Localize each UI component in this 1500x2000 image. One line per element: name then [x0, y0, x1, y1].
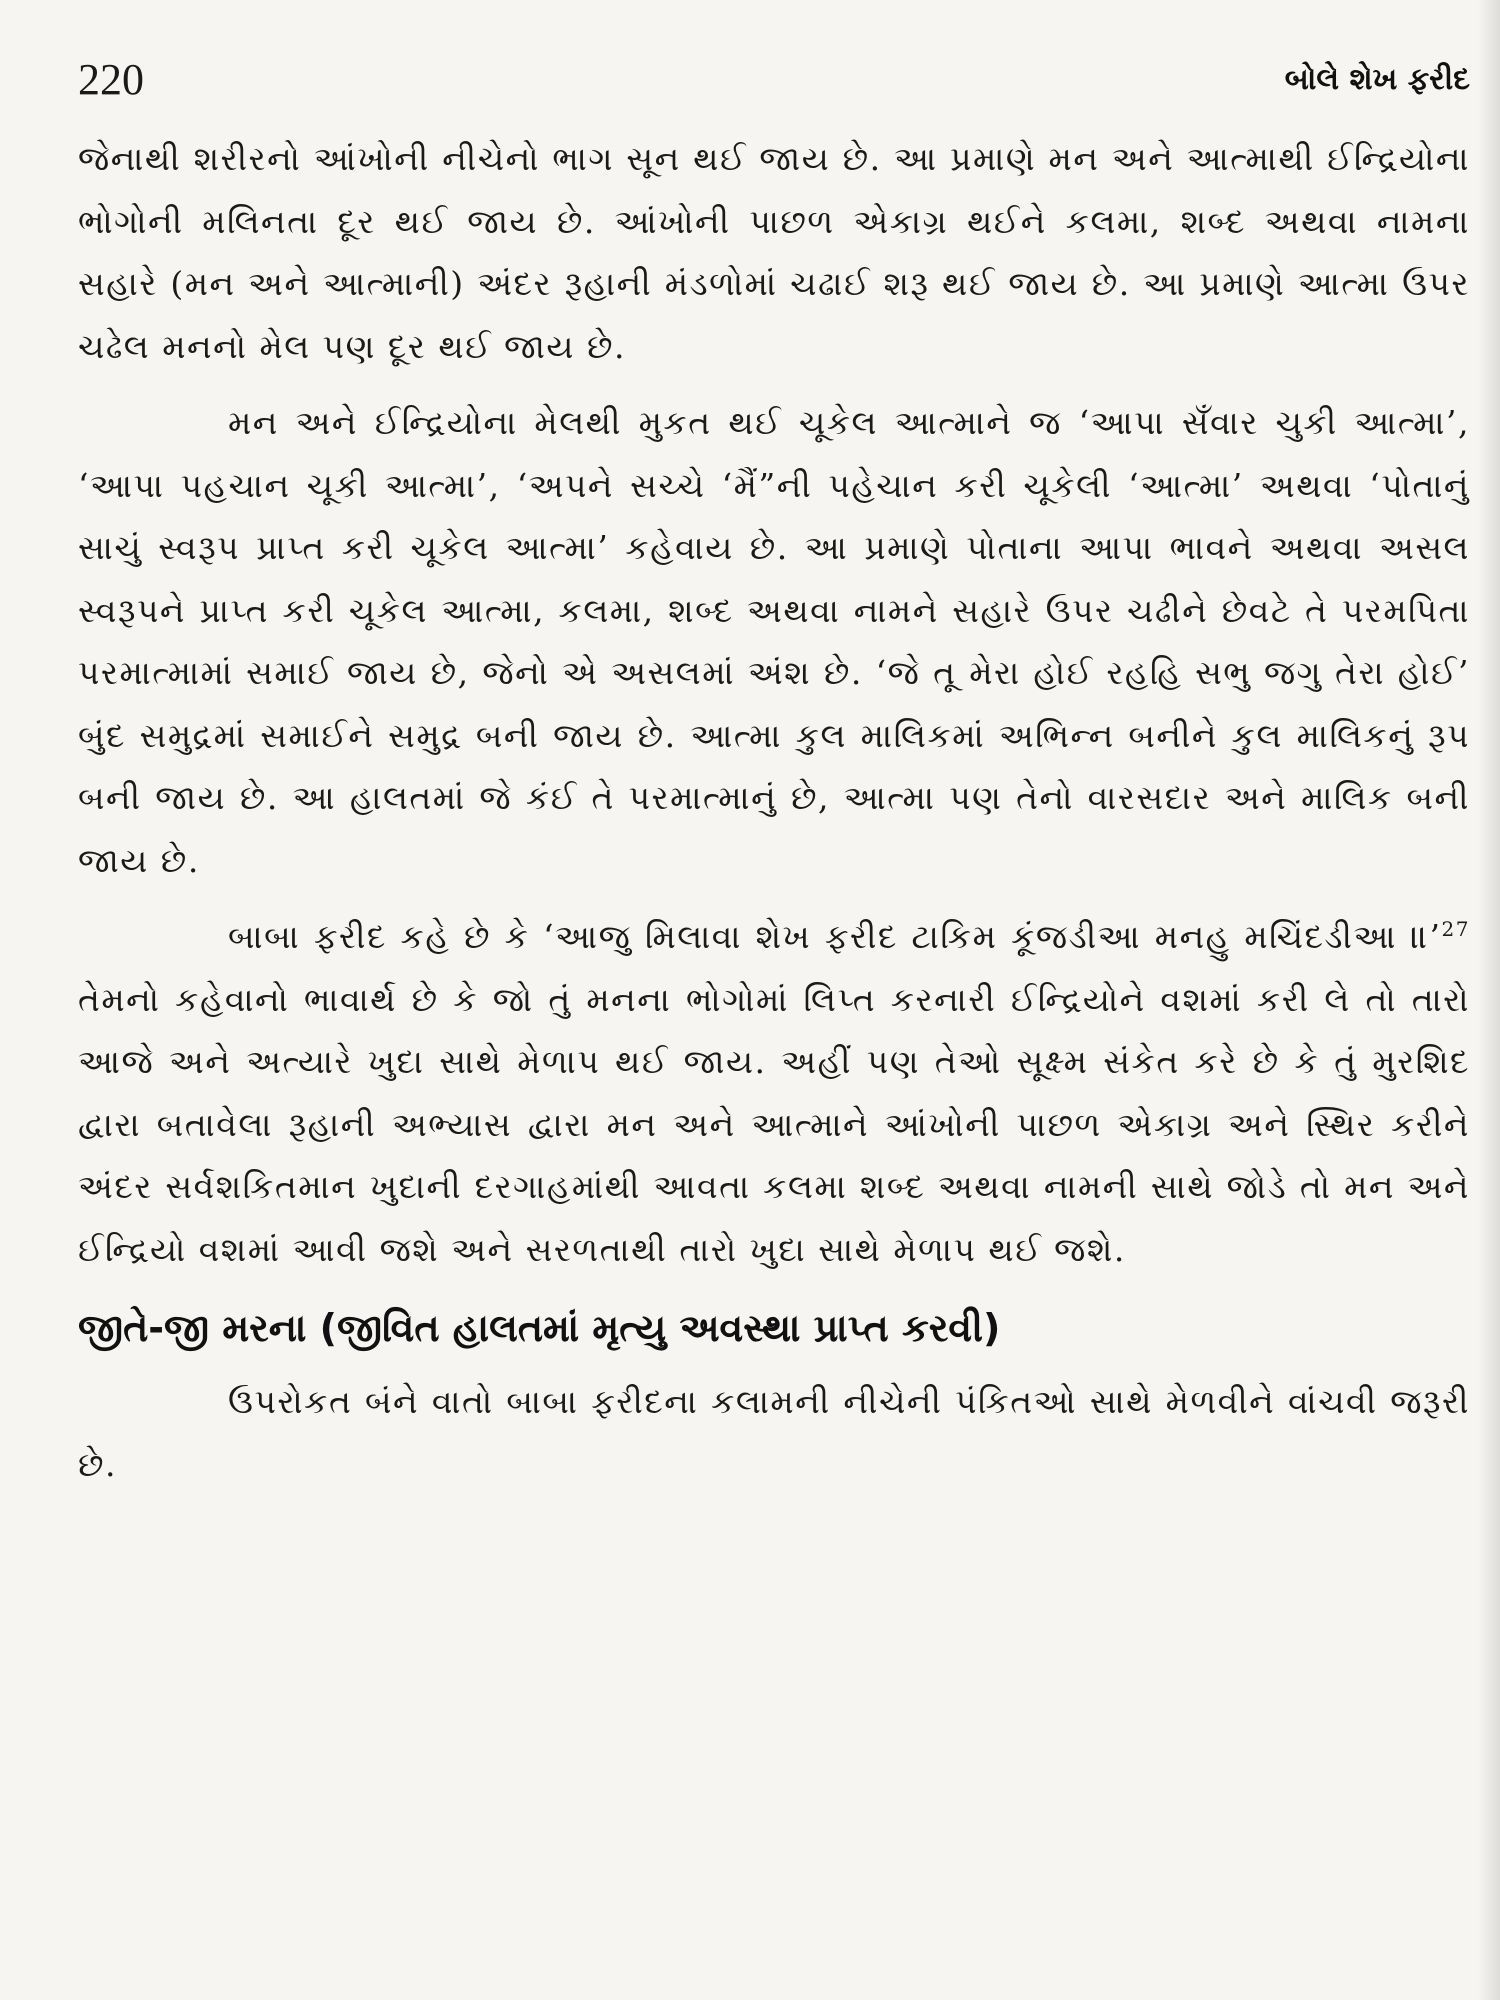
paragraph-3-quote: બાબા ફરીદ કહે છે કે ‘આજુ મિલાવા શેખ ફરીદ ટાકિમ કૂંજડીઆ મનહુ મચિંદડીઆ ॥’: [228, 917, 1442, 956]
paragraph-2: મન અને ઈન્દ્રિયોના મેલથી મુકત થઈ ચૂકેલ આત્માને જ ‘આપા સઁવાર ચુકી આત્મા’, ‘આપા પહચાન ચૂકી આત્મા’, ‘અપને સચ્ચે ‘મૈં”ની પહેચાન કરી ચૂકેલી ‘આત્મા’ અથવા ‘પોતાનું સાચું સ્વરૂપ પ્રાપ્ત કરી ચૂકેલ આત્મા’ કહેવાય છે. આ પ્રમાણે પોતાના આપા ભાવને અથવા અસલ સ્વરૂપને પ્રાપ્ત કરી ચૂકેલ આત્મા, કલમા, શબ્દ અથવા નામને સહારે ઉપર ચઢીને છેવટે તે પરમપિતા પરમાત્મામાં સમાઈ જાય છે, જેનો એ અસલમાં અંશ છે. ‘જે તૂ મેરા હોઈ રહહિ સભુ જગુ તેરા હોઈ’ બુંદ સમુદ્રમાં સમાઈને સમુદ્ર બની જાય છે. આત્મા કુલ માલિકમાં અભિન્ન બનીને કુલ માલિકનું રૂપ બની જાય છે. આ હાલતમાં જે કંઈ તે પરમાત્માનું છે, આત્મા પણ તેનો વારસદાર અને માલિક બની જાય છે.: [78, 403, 1470, 880]
section-paragraph: ઉપરોકત બંને વાતો બાબા ફરીદના કલામની નીચેની પંકિતઓ સાથે મેળવીને વાંચવી જરૂરી છે.: [78, 1382, 1470, 1484]
paragraph-3-body: તેમનો કહેવાનો ભાવાર્થ છે કે જો તું મનના ભોગોમાં લિપ્ત કરનારી ઈન્દ્રિયોને વશમાં કરી લે તો તારો આજે અને અત્યારે ખુદા સાથે મેળાપ થઈ જાય. અહીં પણ તેઓ સૂક્ષ્મ સંકેત કરે છે કે તું મુરશિદ દ્વારા બતાવેલા રૂહાની અભ્યાસ દ્વારા મન અને આત્માને આંખોની પાછળ એકાગ્ર અને સ્થિર કરીને અંદર સર્વશકિતમાન ખુદાની દરગાહમાંથી આવતા કલમા શબ્દ અથવા નામની સાથે જોડે તો મન અને ઈન્દ્રિયો વશમાં આવી જશે અને સરળતાથી તારો ખુદા સાથે મેળાપ થઈ જશે.: [78, 979, 1470, 1269]
running-head: બોલે શેખ ફરીદ: [1284, 62, 1470, 97]
page-header: [78, 50, 1470, 110]
paragraph-3: [78, 906, 1470, 1281]
footnote-reference: 27: [1441, 917, 1470, 941]
page-number: 220: [78, 55, 144, 104]
page-gutter-shadow: [1478, 0, 1500, 2000]
paragraph-1: જેનાથી શરીરનો આંખોની નીચેનો ભાગ સૂન થઈ જાય છે. આ પ્રમાણે મન અને આત્માથી ઈન્દ્રિયોના ભોગોની મલિનતા દૂર થઈ જાય છે. આંખોની પાછળ એકાગ્ર થઈને કલમા, શબ્દ અથવા નામના સહારે (મન અને આત્માની) અંદર રૂહાની મંડળોમાં ચઢાઈ શરૂ થઈ જાય છે. આ પ્રમાણે આત્મા ઉપર ચઢેલ મનનો મેલ પણ દૂર થઈ જાય છે.: [78, 139, 1470, 366]
page-body: [78, 128, 1470, 1510]
section-heading: જીતે-જી મરના (જીવિત હાલતમાં મૃત્યુ અવસ્થા પ્રાપ્ત કરવી): [78, 1306, 1001, 1350]
